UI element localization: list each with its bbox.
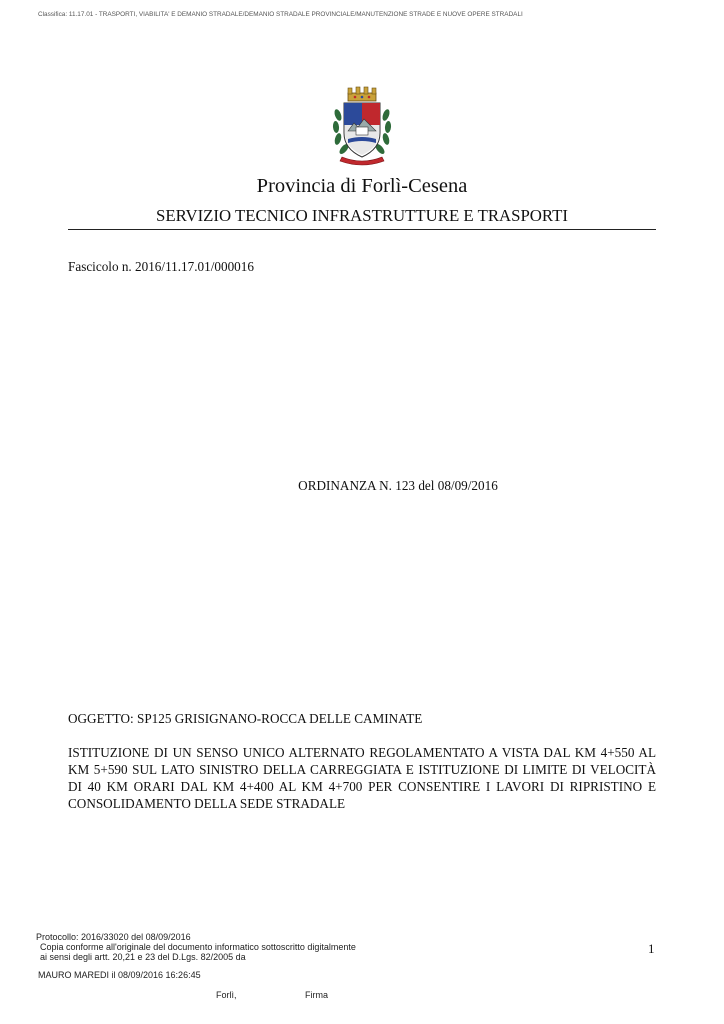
protocol-stamp: Protocollo: 2016/33020 del 08/09/2016: [36, 932, 191, 942]
oggetto-line: OGGETTO: SP125 GRISIGNANO-ROCCA DELLE CAMINATE: [68, 711, 423, 726]
service-name: SERVIZIO TECNICO INFRASTRUTTURE E TRASPORTI: [156, 206, 568, 225]
page-number: 1: [648, 941, 655, 956]
subject-body: ISTITUZIONE DI UN SENSO UNICO ALTERNATO REGOLAMENTATO A VISTA DAL KM 4+550 AL KM 5+590 SUL LATO SINISTRO DELLA CARREGGIATA E ISTITUZIONE DI LIMITE DI VELOCITÀ DI 40 KM ORARI DAL KM 4+400 AL KM 4+700 PER CONSENTIRE I LAVORI DI RIPRISTINO E CONSOLIDAMENTO DELLA SEDE STRADALE: [68, 745, 656, 811]
fascicolo-number: Fascicolo n. 2016/11.17.01/000016: [68, 259, 254, 274]
provincia-crest-icon: [328, 85, 396, 169]
signature-label: Firma: [305, 990, 328, 1000]
classification-header: Classifica: 11.17.01 - TRASPORTI, VIABILITA' E DEMANIO STRADALE/DEMANIO STRADALE PROVINCIALE/MANUTENZIONE STRADE E NUOVE OPERE STRADALI: [38, 11, 523, 18]
crest-crown: [348, 87, 376, 101]
header-divider: [68, 229, 656, 230]
certified-copy-line-2: ai sensi degli artt. 20,21 e 23 del D.Lgs. 82/2005 da: [40, 952, 246, 962]
ordinanza-title: ORDINANZA N. 123 del 08/09/2016: [298, 478, 498, 493]
certified-copy-line-1: Copia conforme all'originale del documento informatico sottoscritto digitalmente: [40, 942, 356, 952]
certified-copy-notice: [40, 942, 356, 962]
signature-place: Forlì,: [216, 990, 237, 1000]
digital-signer: MAURO MAREDI il 08/09/2016 16:26:45: [38, 970, 201, 980]
organization-name: [0, 175, 724, 198]
organization-name-text: Provincia di Forlì-Cesena: [256, 175, 468, 197]
